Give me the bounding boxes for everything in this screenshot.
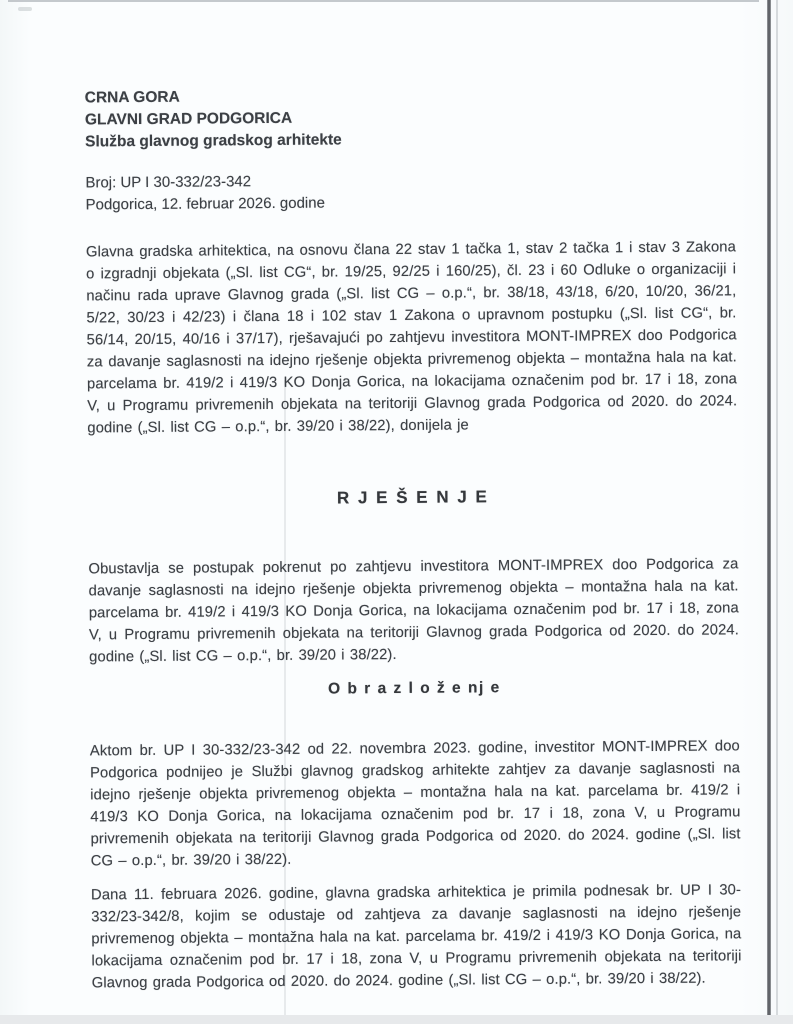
decision-heading: R J E Š E N J E — [336, 487, 489, 508]
letterhead-office: Služba glavnog gradskog arhitekte — [85, 131, 342, 151]
rationale-paragraph-2: Dana 11. februara 2026. godine, glavna gradska arhitektica je primila podnesak br. UP I 30-332/23-342/8, kojim se odustaje od zahtjeva za davanje saglasnosti na idejno rješenje privremenog objekta – montažna hala na kat. parcelama br. 419/2 i 419/3 KO Donja Gorica, na lokacijama označenim pod br. 17 i 18, zona V, u Programu privremenih objekata na teritoriji Glavnog grada Podgorica od 2020. do 2024. godine („Sl. list CG – o.p.“, br. 39/20 i 38/22). — [90, 882, 742, 992]
reference-number: Broj: UP I 30-332/23-342 — [85, 173, 252, 192]
right-scan-line-light — [776, 0, 778, 1024]
rationale-paragraph-1: Aktom br. UP I 30-332/23-342 od 22. novembra 2023. godine, investitor MONT-IMPREX doo Podgorica podnijeo je Službi glavnog gradskog arhitekte zahtjev za davanje saglasnosti na idejno rješenje objekta privremenog objekta – montažna hala na kat. parcelama br. 419/2 i 419/3 KO Donja Gorica, na lokacijama označenim pod br. 17 i 18, zona V, u Programu privremenih objekata na teritoriji Glavnog grada Podgorica od 2020. do 2024. godine („Sl. list CG – o.p.“, br. 39/20 i 38/22). — [89, 738, 741, 870]
letterhead-country: CRNA GORA — [84, 88, 180, 107]
right-scan-line — [767, 0, 771, 1024]
intro-paragraph: Glavna gradska arhitektica, na osnovu člana 22 stav 1 tačka 1, stav 2 tačka 1 i stav 3 Zakona o izgradnji objekata („Sl. list CG“, br. 19/25, 92/25 i 160/25), čl. 23 i 60 Odluke o organizaciji i načinu rada uprave Glavnog grada („Sl. list CG – o.p.“, br. 38/18, 43/18, 6/20, 10/20, 36/21, 5/22, 30/23 i 42/23) i člana 18 i 102 stav 1 Zakona o upravnom postupku („Sl. list CG“, br. 56/14, 20/15, 40/16 i 37/17), rješavajući po zahtjevu investitora MONT-IMPREX doo Podgorica za davanje saglasnosti na idejno rješenje objekta privremenog objekta – montažna hala na kat. parcelama br. 419/2 i 419/3 KO Donja Gorica, na lokacijama označenim pod br. 17 i 18, zona V, u Programu privremenih objekata na teritoriji Glavnog grada Podgorica od 2020. do 2024. godine („Sl. list CG – o.p.“, br. 39/20 i 38/22), donijela je — [85, 239, 738, 437]
bottom-scan-edge-band — [0, 1015, 793, 1024]
rationale-heading: O b r a z l o ž e nj e — [328, 679, 501, 698]
reference-place-date: Podgorica, 12. februar 2026. godine — [85, 194, 325, 214]
reference-block — [85, 167, 735, 216]
letterhead — [85, 82, 735, 153]
letterhead-city: GLAVNI GRAD PODGORICA — [84, 109, 293, 129]
operative-paragraph: Obustavlja se postupak pokrenut po zahtjevu investitora MONT-IMPREX doo Podgorica za davanje saglasnosti na idejno rješenje objekta privremenog objekta – montažna hala na kat. parcelama br. 419/2 i 419/3 KO Donja Gorica, na lokacijama označenim pod br. 17 i 18, zona V, u Programu privremenih objekata na teritoriji Glavnog grada Podgorica od 2020. do 2024. godine („Sl. list CG – o.p.“, br. 39/20 i 38/22). — [88, 556, 740, 666]
